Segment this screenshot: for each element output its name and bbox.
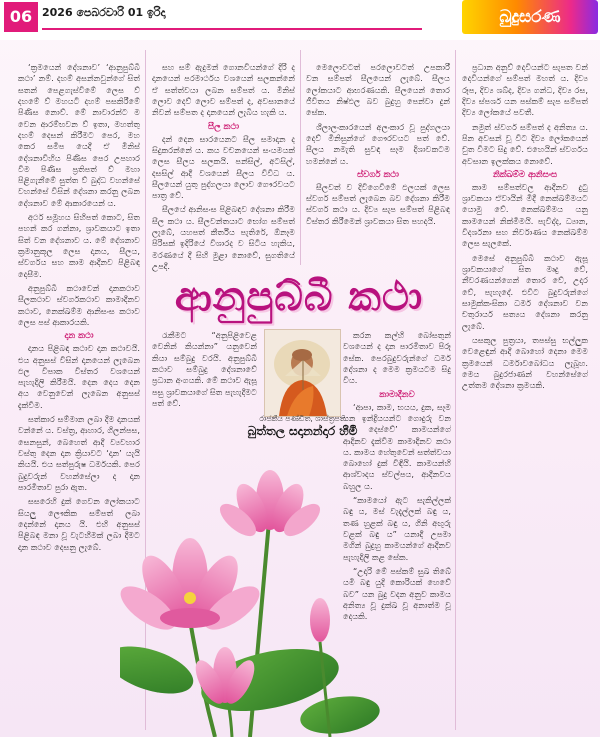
paragraph: කරන කල්හි බෝසතුන් වශයෙන් ද දාන පාරමිතාව පිරූ සේක. පෙරබුදුවරුන්ගේ ධර්ම දේශනා ද මෙම ක්‍රමයටම සිදු විය. — [343, 330, 451, 386]
paragraph: දානය පිළිබඳ කථාව දාන කථාවයි. එය අනුසස් විසින් දානයෙන් ලැබෙන ඵල විපාක විස්තර වශයෙන් පැහැදිලි කිරීමයි. දෙන දෙය දෙන අය වෙනුවෙන් ලැබෙන අනුසස් දැක්වීම. — [18, 343, 140, 410]
center-left-text — [152, 330, 257, 425]
paragraph: කාම සම්පත්වල ආදීනව දුටු ශ්‍රාවකයා ඒවායින් මිදී නෙක්ඛම්මයට යොමු වේ. නෙක්ඛම්මය යනු කාමයෙන් නික්මීමයි. පැවිද්ද, ධ්‍යාන, විදර්ශනා සහ නිර්වාණය නෙක්ඛම්ම ලෙස සැලකේ. — [462, 181, 588, 249]
supplement-logo: බුදුසරණ — [462, 0, 598, 34]
paragraph: සසරෙහි දුක් ගෙවන ලෝකයාට සියලු ලෞකික සම්පත් ලබා දෙන්නේ දානය යි. එහි අනුසස් පිළිබඳ මනා වූ වැටහීමක් ලබා දීමට දාන කථාව දෙසනු ලැබේ. — [18, 496, 140, 552]
paragraph: රැකීමට “අනුපිළිවෙළ වෙනින් කියන්නා” යනුවෙන් කියා සම්බුදු වරයි. අනුපුබ්බී කථාව සම්බුදු දේශනාවේ ප්‍රධාන අංගයකි. මේ කථාව ඇසූ පසු ශ්‍රාවකයාගේ සිත පැහැදීමට පත් වේ. — [152, 330, 257, 408]
paragraph: යසකුල පුත්‍රයා, තපස්සු භල්ලුක වෙළෙඳුන් ආදී බොහෝ දෙනා මෙම ක්‍රමයෙන් ධර්මාවබෝධය ලැබූහ. මෙය බුදුරජාණන් වහන්සේගේ උත්තම දේශනා ක්‍රමයකි. — [462, 334, 588, 391]
author-portrait — [264, 329, 341, 417]
paragraph: නමුත් ස්වර්ග සම්පත් ද අනිත්‍ය ය. පින අවසන් වූ විට දිව්‍ය ලෝකයෙන් චුත වීමට සිදු වේ. එහෙයින් ස්වර්ගය අවසාන ඉලක්කය නොවේ. — [462, 121, 588, 166]
paragraph: ‘ආපා, කාම, භයය, දුක, සෑම යන ඉන්ද්‍රියයන්ට ගොදුරු වන ගිජු දෙස්වේ’ කාමයන්ගේ ආදීනව දැක්වීම කාමාදීනව කථා ය. කාමය හේතුවෙන් සත්ත්වයා බොහෝ දුක් විඳියි. කාමයන්හි ආශ්වාදය ස්වල්පය, ආදීනවය බහුල ය. — [343, 401, 451, 491]
column-divider — [300, 50, 301, 265]
page-number: 06 — [4, 2, 38, 32]
author-role: රාජකීය පණ්ඩිත, ශාස්ත්‍රපති — [259, 414, 346, 423]
article-title: ආනුපුබ්බී කථා — [174, 274, 424, 320]
column-divider — [455, 50, 456, 730]
date-line: 2026 පෙබරවාරි 01 ඉරිදා — [42, 6, 422, 30]
paragraph: ‘ක්‍රමයෙන් දේශනාව’ ‘ආනුපුබ්බී කථා’ නම්. දහම් අසන්නවුන්ගේ සිත් සතන් පෙළගැස්වීමේ ලෙස ව් දහමේ ව් මහයටි දහම් පසකිරීමේ පිණිස නොව්. මේ නාවාරන්ට ම වෙන ආරම්භවන ව් ඉතා, මහත්තු දහම් දෙසන් කිරීමට පෙර, මහ කෙර සමීප යෙදී ඒ මිනිස් දේශනාවිහිය පිණිස පෙර උපහාර වීම පිණිස ප්‍රතිපත් ව් මහා පිළිගැනීමේ සුත්ත ව් බුද්ධ වහන්සේ වහන්සේ විසින් දේශනා කරනු ලබන දේශනාව මේ ආකාරයෙන් ය. — [18, 62, 140, 208]
paragraph: “කාමයෝ ඇට සැකිල්ලක් බඳු ය, මස් වැදැල්ලක් බඳු ය, තණ හුළක් බඳු ය, ගිනි අඟුරු වළක් බඳු ය” යනාදී උපමා මගින් බුදුහු කාමයන්ගේ ආදීනව පැහැදිලි කළ සේක. — [343, 495, 451, 562]
paragraph: අනුපුබ්බී කථාවෙන් දානකථාව සීලකථාව ස්වර්ගකථාව කාමාදීනව කථාව, නෙක්ඛම්ම ආනිසංස කථාව ලෙස පස් ආකාරයකි. — [18, 282, 140, 327]
article-column-2 — [152, 62, 295, 272]
paragraph: “උදාරි මේ පස්කම් සුඛ තිබේ යමි බඳු යුදි කොරියක් හෙවේ බව” යන බුදු වදන අනුව කාමය අනිත්‍ය වූ දුක්ඛ වූ අනාත්ම වූ දෙයකි. — [343, 565, 451, 622]
section-heading: සීල කථා — [207, 121, 239, 132]
author-name: බුත්තල සදානන්දාර හිමි — [247, 423, 358, 438]
paragraph: මෙලොවටත් පරලොවටත් උපකාරී වන සම්පත් සීලයෙන් ලැබේ. සීලය ලෝකයාට ආභරණයකි. සීලයෙන් තොර ජීවිතය නිෂ්ඵල බව බුදුහු පෙන්වා දුන් සේක. — [306, 62, 450, 118]
monk-portrait-image — [265, 330, 340, 416]
section-heading: කාමාදීනව — [379, 389, 415, 400]
paragraph: සහ සම් ඇදුමන් ගොනවියන්ගේ දිරි ද දානයෙන් පරමාර්ථය වශයෙන් සලකන්නේ ඒ සත්ත්වයා ලබන සම්පත් ය. මිනිස් ලොව දෙව් ලොව සම්පත් ද, අවසානයේ නිවන් සම්පත ද දානයෙන් ලැබිය හැකි ය. — [152, 62, 295, 118]
section-heading: නික්ඛම්ම ආනිසංස — [492, 169, 558, 180]
section-heading: දාන කථා — [64, 331, 94, 342]
paragraph: අර්ථ සමූහය සිහිපත් කොට, සිත පහන් කර ගන්නා, ශ්‍රාවකයාට ඉතා සිත් වන දේශනාව ය. මේ දේශනාව ක්‍රමානුකූල ලෙස දානය, සීලය, ස්වර්ගය සහ කාම ආදීනව පිළිබඳ දෙසීම. — [18, 212, 140, 279]
paragraph: මෙසේ අනුපුබ්බී කථාව ඇසූ ශ්‍රාවකයාගේ සිත මෘදු වේ, නීවරණයන්ගෙන් තොර වේ, උදාර වේ, පැහැදේ. එවිට බුදුවරුන්ගේ සාමුක්කංසිකා ධර්ම දේශනාව වන චතුරාර්ය සත්‍යය දේශනා කරනු ලැබේ. — [462, 252, 588, 331]
article-column-3 — [306, 62, 450, 272]
article-column-4 — [462, 62, 588, 732]
paragraph: ශීලාලංකාරයෙන් අලංකාර වූ පුද්ගලයා දෙව් මිනිසුන්ගේ ගෞරවයට පත් වේ. සීලය නමැති සුවඳ සෑම දිශාවකටම හමන්නේ ය. — [306, 121, 450, 166]
paragraph: ප්‍රධාන අනුව් දෙවියන්ට සැපත වන් දෙවියන්ගේ සම්පත් මහත් ය. දිව්‍ය රූප, දිව්‍ය ශබ්ද, දිව්‍ය ගන්ධ, දිව්‍ය රස, දිව්‍ය ස්පර්ශ යන පස්කම් සැප සම්පත් දිව්‍ය ලෝකයේ පවතී. — [462, 62, 588, 118]
section-heading: ස්වර්ග කථා — [357, 169, 399, 180]
paragraph: දන් දෙන සාරයෙනට සීල සමාදාන ද සිදුකරන්නේ ය. කය වචනයෙන් සංයමයක් ලෙස සීලය සලකයි. පන්සිල්, අටසිල්, දසසිල් ආදී වශයෙන් සීලය විවිධ ය. සීලයෙන් යුතු පුද්ගලයා ලොව ගෞරවයට පාත්‍ර වේ. — [152, 133, 295, 201]
paragraph: සත්කාර සම්මාන ලබා දීම දානයක් වන්නේ ය. වස්ත්‍ර, ආහාර, ගිලන්පස, සෙනසුන්, බෙහෙත් ආදී ව්‍යවහාර වස්තු දෙන දාන ක්‍රියාවට ‘දාන’ යැයි කියයි. එය සත්පුරුෂ ධර්මයකි. පෙර බුදුවරුන් වහන්සේලා ද දාන පාරමිතාව පුරා ඇත. — [18, 414, 140, 492]
page-header — [0, 0, 600, 40]
paragraph: සීලයේ ආනිසංස පිළිබඳව දේශනා කිරීම සීල කථා ය. සීලවන්තයාට භෝග සම්පත් ලැබේ, යහපත් කීර්තිය පැතිරේ, ඕනෑම පිරිසක් ඉදිරියේ විශාරද ව සිටිය හැකිය, මරණයේ දී සිහි මුළා නොවේ, සුගතියේ උපදී. — [152, 204, 295, 271]
paragraph: සීලවත් ව දිවිගෙවීමේ ඵලයක් ලෙස ස්වර්ග සම්පත් ලැබෙන බව දේශනා කිරීම ස්වර්ග කථා ය. දිව්‍ය සැප සම්පත් පිළිබඳ විස්තර කිරීමෙන් ශ්‍රාවකයා සිත පහදයි. — [306, 181, 450, 226]
lotus-flower-illustration — [120, 470, 380, 737]
